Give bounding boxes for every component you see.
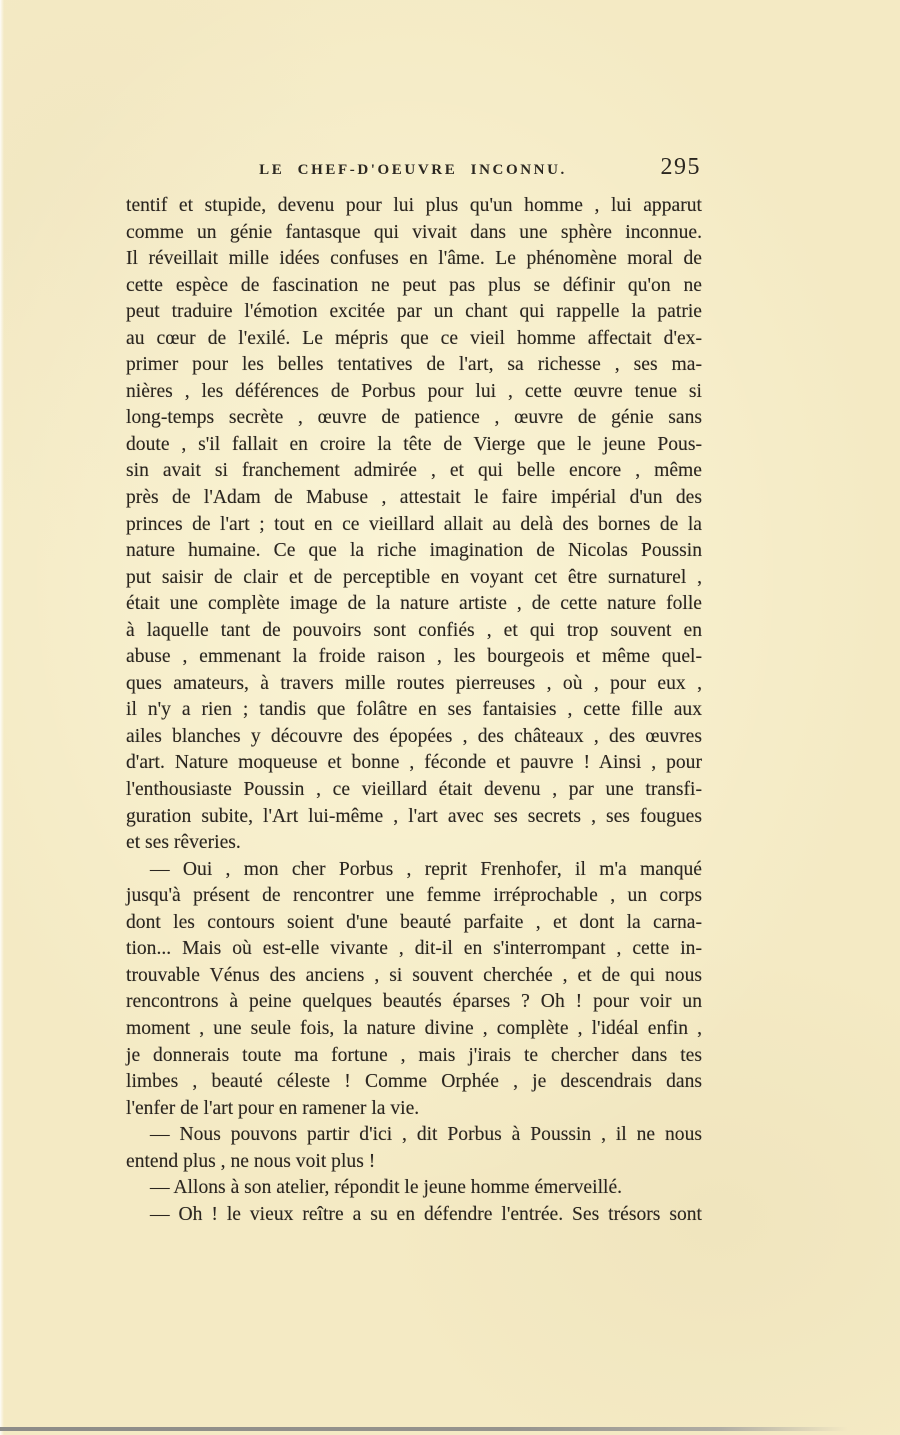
text-line: — Oh ! le vieux reître a su en défendre l'entrée. Ses trésors sont	[150, 1203, 702, 1225]
text-line: il n'y a rien ; tandis que folâtre en ses fantaisies , cette fille aux	[126, 699, 702, 721]
text-line: je donnerais toute ma fortune , mais j'irais te chercher dans tes	[126, 1044, 702, 1066]
text-line: l'enfer de l'art pour en ramener la vie.	[126, 1097, 420, 1119]
text-line: ailes blanches y découvre des épopées , des châteaux , des œuvres	[126, 725, 702, 747]
text-line: abuse , emmenant la froide raison , les bourgeois et même quel-	[126, 646, 702, 668]
text-line: guration subite, l'Art lui-même , l'art avec ses secrets , ses fougues	[126, 805, 702, 827]
text-line: était une complète image de la nature artiste , de cette nature folle	[126, 593, 702, 615]
text-line: comme un génie fantasque qui vivait dans une sphère inconnue.	[126, 221, 702, 243]
text-line: et ses rêveries.	[126, 832, 241, 854]
text-line: primer pour les belles tentatives de l'art, sa richesse , ses ma-	[126, 354, 702, 376]
text-line: à laquelle tant de pouvoirs sont confiés , et qui trop souvent en	[126, 619, 702, 641]
page-left-edge	[0, 0, 4, 1435]
text-line: peut traduire l'émotion excitée par un chant qui rappelle la patrie	[126, 301, 702, 323]
text-line: nature humaine. Ce que la riche imagination de Nicolas Poussin	[126, 540, 702, 562]
text-line: Il réveillait mille idées confuses en l'âme. Le phénomène moral de	[126, 248, 702, 270]
text-line: entend plus , ne nous voit plus !	[126, 1150, 376, 1172]
text-block	[126, 193, 702, 1228]
text-line: près de l'Adam de Mabuse , attestait le faire impérial d'un des	[126, 487, 702, 509]
page-bottom-edge	[0, 1427, 848, 1431]
text-line: l'enthousiaste Poussin , ce vieillard était devenu , par une transfi-	[126, 779, 702, 801]
running-header	[125, 154, 701, 189]
text-line: tion... Mais où est-elle vivante , dit-il en s'interrompant , cette in-	[126, 938, 702, 960]
text-line: au cœur de l'exilé. Le mépris que ce vieil homme affectait d'ex-	[126, 327, 702, 349]
text-line: d'art. Nature moqueuse et bonne , féconde et pauvre ! Ainsi , pour	[126, 752, 702, 774]
page-number: 295	[660, 154, 701, 180]
text-line: trouvable Vénus des anciens , si souvent cherchée , et de qui nous	[126, 964, 702, 986]
text-line: sin avait si franchement admirée , et qui belle encore , même	[126, 460, 702, 482]
text-line: princes de l'art ; tout en ce vieillard allait au delà des bornes de la	[126, 513, 702, 535]
text-line: — Nous pouvons partir d'ici , dit Porbus à Poussin , il ne nous	[150, 1124, 702, 1146]
text-line: — Oui , mon cher Porbus , reprit Frenhofer, il m'a manqué	[150, 858, 702, 880]
text-line: rencontrons à peine quelques beautés éparses ? Oh ! pour voir un	[126, 991, 702, 1013]
text-line: dont les contours soient d'une beauté parfaite , et dont la carna-	[126, 911, 702, 933]
header-title: LE CHEF-D'OEUVRE INCONNU.	[259, 162, 567, 178]
text-line: long-temps secrète , œuvre de patience , œuvre de génie sans	[126, 407, 702, 429]
text-line: cette espèce de fascination ne peut pas plus se définir qu'on ne	[126, 274, 702, 296]
text-line: moment , une seule fois, la nature divine , complète , l'idéal enfin ,	[126, 1017, 702, 1039]
text-line: — Allons à son atelier, répondit le jeune homme émerveillé.	[150, 1177, 623, 1199]
text-line: put saisir de clair et de perceptible en voyant cet être surnaturel ,	[126, 566, 702, 588]
text-line: nières , les déférences de Porbus pour lui , cette œuvre tenue si	[126, 380, 702, 402]
text-line: limbes , beauté céleste ! Comme Orphée , je descendrais dans	[126, 1071, 702, 1093]
text-line: tentif et stupide, devenu pour lui plus qu'un homme , lui apparut	[126, 195, 702, 216]
text-line: ques amateurs, à travers mille routes pierreuses , où , pour eux ,	[126, 672, 702, 694]
text-line: jusqu'à présent de rencontrer une femme irréprochable , un corps	[126, 885, 702, 907]
text-line: doute , s'il fallait en croire la tête de Vierge que le jeune Pous-	[126, 433, 702, 455]
